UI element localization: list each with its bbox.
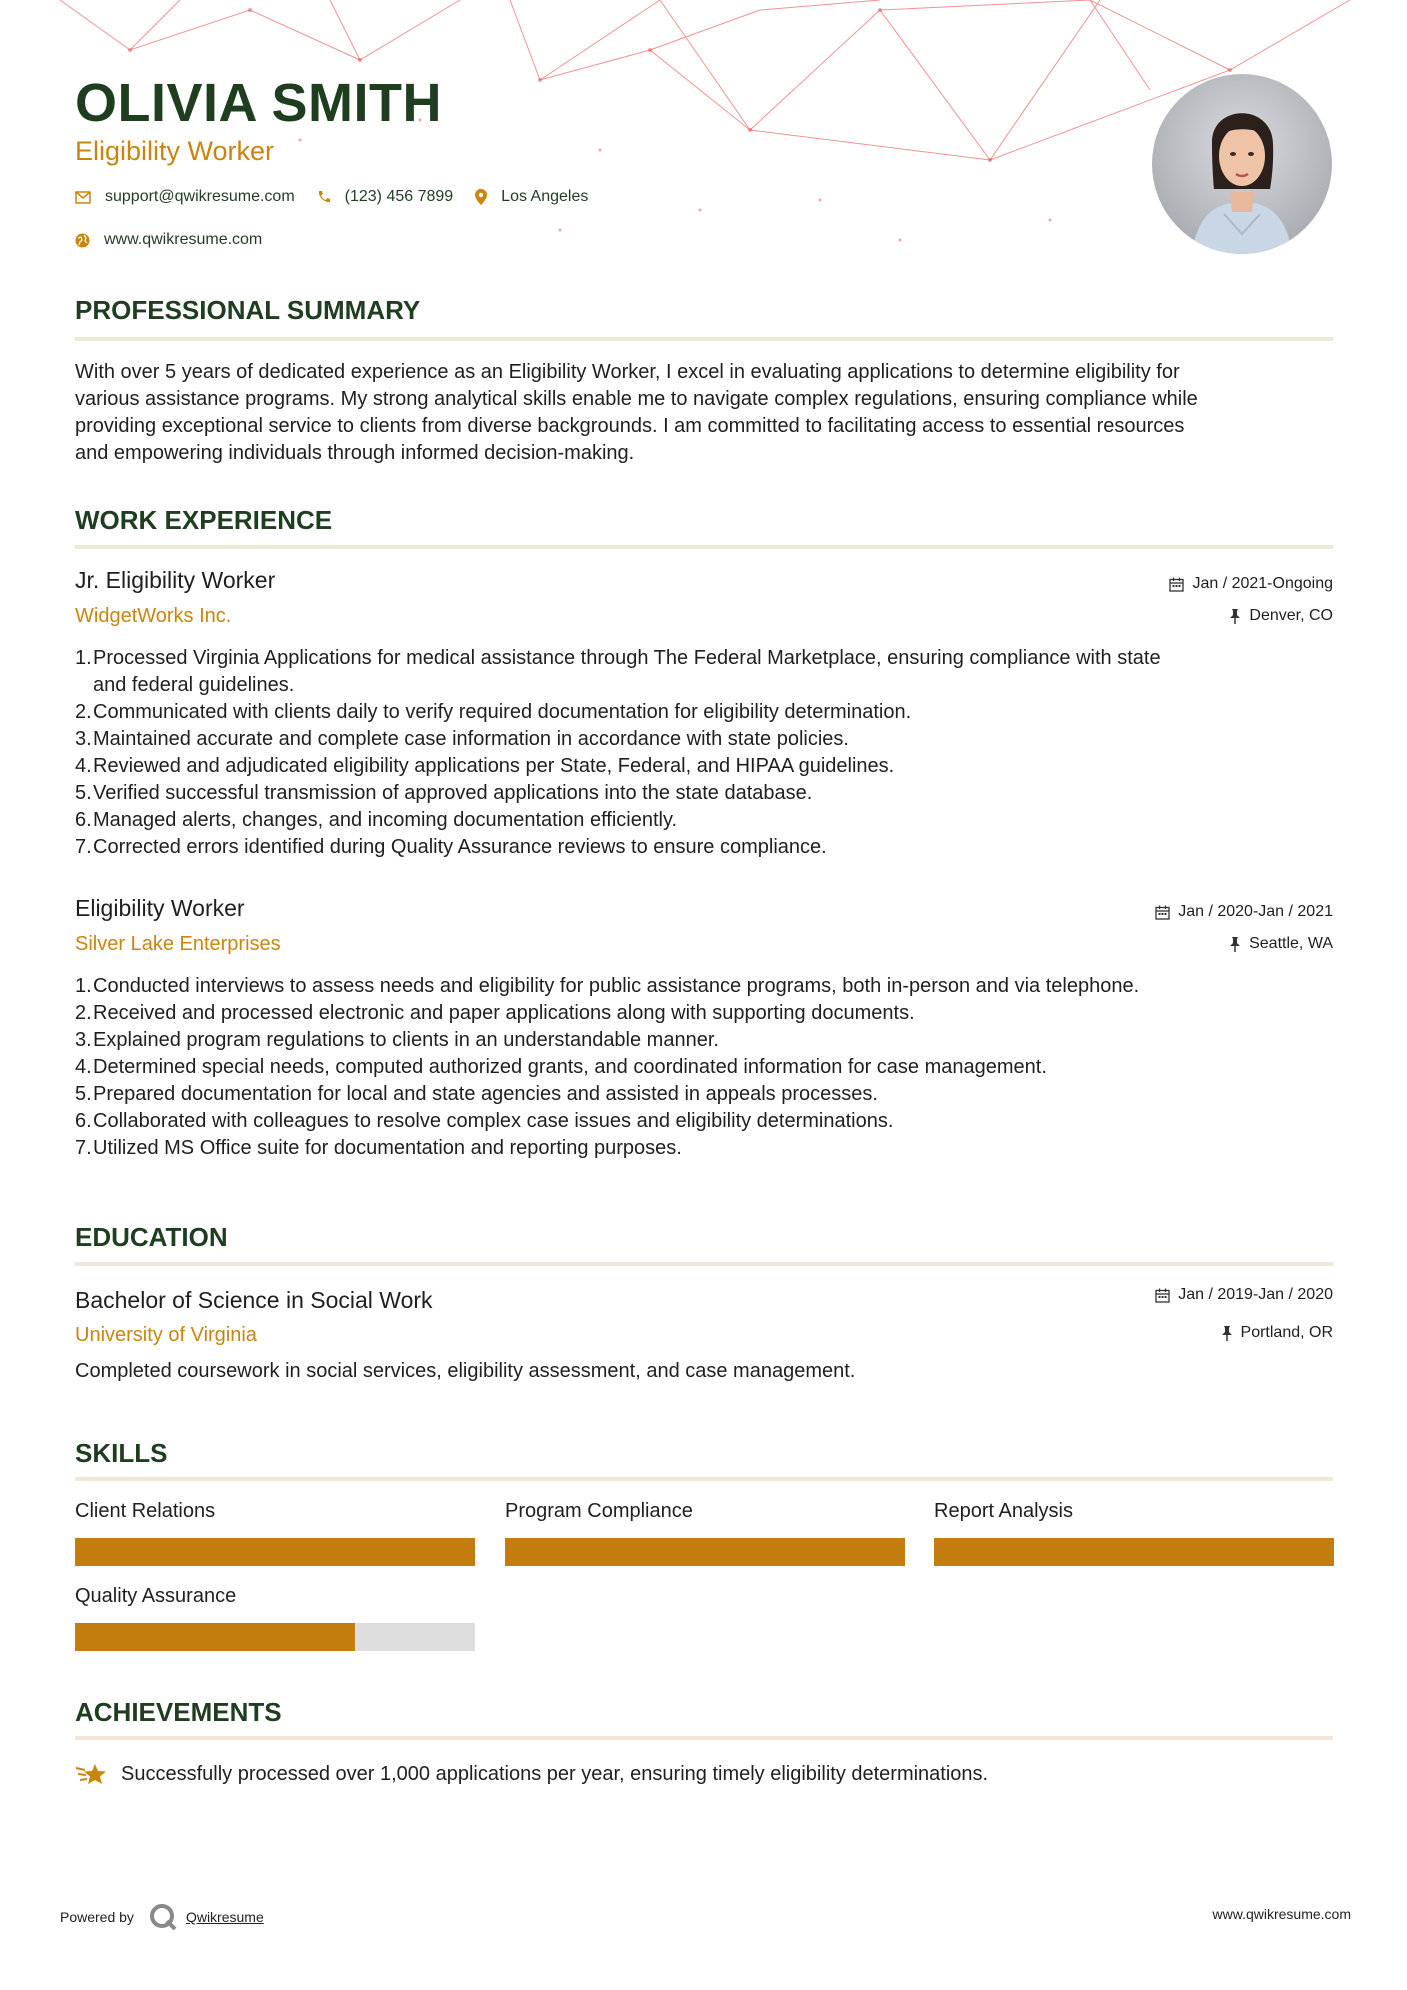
website-text: www.qwikresume.com [104,231,263,248]
contact-location [475,188,588,206]
footer-branding [60,1902,264,1932]
skill-bar-fill [505,1538,905,1566]
list-item: 7. Corrected errors identified during Quality Assurance reviews to ensure compliance. [75,836,827,858]
job-bullets [75,645,1335,861]
brand-link[interactable]: Qwikresume [185,1909,264,1925]
qwikresume-logo-icon [148,1902,178,1932]
profile-photo [1152,74,1332,254]
list-item: 3. Explained program regulations to clients in an understandable manner. [75,1029,719,1051]
job-dates-text: Jan / 2020-Jan / 2021 [1178,903,1333,920]
achievement-text: Successfully processed over 1,000 applications per year, ensuring timely eligibility determinations. [121,1762,989,1785]
location-text: Los Angeles [501,188,589,205]
job-role: Jr. Eligibility Worker [75,567,276,593]
skill-bar [505,1538,905,1566]
email-text: support@qwikresume.com [105,188,295,205]
job-dates [1155,903,1333,921]
skill-bar-fill [934,1538,1334,1566]
list-item: 2. Communicated with clients daily to verify required documentation for eligibility determination. [75,701,912,723]
pushpin-icon [1229,937,1241,952]
list-item: 3. Maintained accurate and complete case information in accordance with state policies. [75,728,849,750]
education-dates [1155,1286,1333,1304]
skill-name: Quality Assurance [75,1585,237,1607]
achievements-divider [75,1736,1333,1740]
education-divider [75,1262,1333,1266]
calendar-icon [1155,905,1170,920]
list-item: 5. Prepared documentation for local and state agencies and assisted in appeals processes. [75,1083,878,1105]
list-item: 7. Utilized MS Office suite for documentation and reporting purposes. [75,1137,682,1159]
skills-divider [75,1477,1333,1481]
contact-row-primary [75,188,610,206]
job-location-text: Seattle, WA [1249,935,1333,952]
skill-bar-fill [75,1538,475,1566]
skill-bar [75,1538,475,1566]
education-heading: EDUCATION [75,1222,228,1252]
envelope-icon [75,191,91,204]
school-name: University of Virginia [75,1324,257,1346]
education-location-text: Portland, OR [1240,1324,1333,1341]
powered-by-label: Powered by [60,1909,134,1925]
summary-line: various assistance programs. My strong analytical skills enable me to navigate complex regulations, ensuring compliance while [75,388,1198,410]
map-pin-icon [475,189,487,205]
education-location [1221,1324,1333,1342]
education-description: Completed coursework in social services, eligibility assessment, and case management. [75,1360,856,1382]
job-role: Eligibility Worker [75,895,245,921]
achievements-heading: ACHIEVEMENTS [75,1697,282,1727]
pushpin-icon [1221,1326,1233,1341]
contact-website[interactable] [75,231,262,249]
experience-heading: WORK EXPERIENCE [75,505,333,535]
skill-name: Client Relations [75,1500,216,1522]
list-item: 6. Managed alerts, changes, and incoming documentation efficiently. [75,809,678,831]
summary-text [75,359,1335,467]
pushpin-icon [1229,609,1241,624]
summary-divider [75,337,1333,341]
skill-name: Program Compliance [505,1500,693,1522]
contact-phone[interactable] [317,188,454,206]
list-item: 1. Conducted interviews to assess needs and eligibility for public assistance programs, both in-person and via telephone. [75,975,1140,997]
job-company: WidgetWorks Inc. [75,605,232,627]
list-item: 1. Processed Virginia Applications for medical assistance through The Federal Marketplace, ensuring compliance with state and federal guidelines. [75,647,1161,696]
list-item: 5. Verified successful transmission of approved applications into the state database. [75,782,813,804]
footer-website[interactable]: www.qwikresume.com [1212,1906,1351,1922]
job-company: Silver Lake Enterprises [75,933,281,955]
globe-icon [75,233,90,248]
summary-line: providing exceptional service to clients from diverse backgrounds. I am committed to facilitating access to essential resources [75,415,1185,437]
education-dates-text: Jan / 2019-Jan / 2020 [1178,1286,1333,1303]
experience-divider [75,545,1333,549]
job-dates-text: Jan / 2021-Ongoing [1192,575,1333,592]
job-location [1229,935,1333,953]
degree-title: Bachelor of Science in Social Work [75,1287,433,1313]
skill-bar-fill [75,1623,355,1651]
phone-icon [317,190,331,204]
summary-line: With over 5 years of dedicated experience as an Eligibility Worker, I excel in evaluating applications to determine eligibility for [75,361,1180,383]
phone-text: (123) 456 7899 [344,188,454,205]
achievement-item [75,1760,988,1788]
job-dates [1169,575,1333,593]
candidate-title: Eligibility Worker [75,136,275,166]
skills-heading: SKILLS [75,1438,168,1468]
list-item: 2. Received and processed electronic and paper applications along with supporting documents. [75,1002,915,1024]
list-item: 6. Collaborated with colleagues to resolve complex case issues and eligibility determinations. [75,1110,894,1132]
job-bullets [75,973,1335,1162]
skill-bar [75,1623,475,1651]
summary-heading: PROFESSIONAL SUMMARY [75,295,421,325]
job-location [1229,607,1333,625]
list-item: 4. Reviewed and adjudicated eligibility applications per State, Federal, and HIPAA guidelines. [75,755,895,777]
candidate-name: OLIVIA SMITH [75,73,442,133]
job-location-text: Denver, CO [1249,607,1333,624]
calendar-icon [1155,1288,1170,1303]
list-item: 4. Determined special needs, computed authorized grants, and coordinated information for case management. [75,1056,1047,1078]
skill-name: Report Analysis [934,1500,1073,1522]
skill-bar [934,1538,1334,1566]
summary-line: and empowering individuals through informed decision-making. [75,442,635,464]
shooting-star-icon [75,1760,107,1788]
calendar-icon [1169,577,1184,592]
contact-row-secondary [75,231,284,249]
contact-email[interactable] [75,188,295,206]
